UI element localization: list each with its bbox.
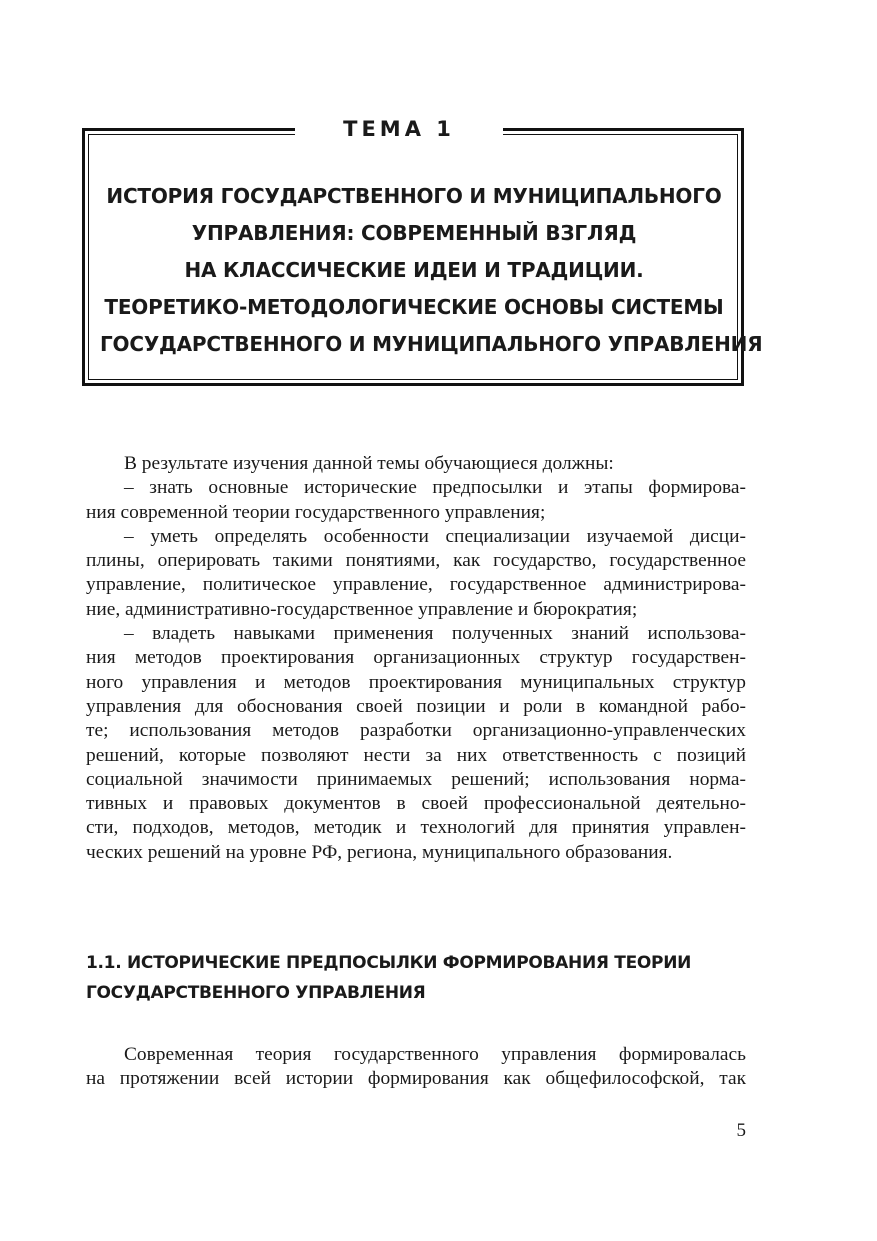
text-line: решений, которые позволяют нести за них ответственность с позиций xyxy=(86,744,746,766)
text-line: ние, административно-государственное управление и бюрократия; xyxy=(86,598,638,620)
text-line: ния методов проектирования организационных структур государствен- xyxy=(86,647,746,669)
theme-label: ТЕМА 1 xyxy=(295,112,503,146)
text-line: управление, политическое управление, государственное администрирова- xyxy=(86,574,746,596)
theme-title-line: НА КЛАССИЧЕСКИЕ ИДЕИ И ТРАДИЦИИ. xyxy=(184,258,644,282)
theme-title-line: ГОСУДАРСТВЕННОГО И МУНИЦИПАЛЬНОГО УПРАВЛЕНИЯ xyxy=(100,332,763,356)
text-line: плины, оперировать такими понятиями, как государство, государственное xyxy=(86,550,746,572)
text-line: ния современной теории государственного управления; xyxy=(86,501,546,523)
section-heading-line: 1.1. ИСТОРИЧЕСКИЕ ПРЕДПОСЫЛКИ ФОРМИРОВАНИЯ ТЕОРИИ xyxy=(86,953,692,973)
theme-title xyxy=(100,178,763,363)
text-line: управления для обоснования своей позиции и роли в командной рабо- xyxy=(86,695,746,717)
text-line: тивных и правовых документов в своей профессиональной деятельно- xyxy=(86,793,746,815)
text-line: – знать основные исторические предпосылки и этапы формирова- xyxy=(124,477,746,499)
text-line: сти, подходов, методов, методик и технологий для принятия управлен- xyxy=(86,817,746,839)
text-line: Современная теория государственного управления формировалась xyxy=(124,1044,746,1065)
text-line: – владеть навыками применения полученных знаний использова- xyxy=(124,623,746,645)
theme-title-line: ИСТОРИЯ ГОСУДАРСТВЕННОГО И МУНИЦИПАЛЬНОГО xyxy=(106,184,722,208)
theme-title-line: УПРАВЛЕНИЯ: СОВРЕМЕННЫЙ ВЗГЛЯД xyxy=(191,221,637,245)
text-line: социальной значимости принимаемых решений; использования норма- xyxy=(86,768,746,790)
text-line: те; использования методов разработки организационно-управленческих xyxy=(86,720,746,742)
section-body xyxy=(86,1043,746,1092)
theme-title-line: ТЕОРЕТИКО-МЕТОДОЛОГИЧЕСКИЕ ОСНОВЫ СИСТЕМЫ xyxy=(104,295,724,319)
text-line: ческих решений на уровне РФ, региона, муниципального образования. xyxy=(86,841,673,863)
text-line: ного управления и методов проектирования муниципальных структур xyxy=(86,671,746,693)
text-line: – уметь определять особенности специализации изучаемой дисци- xyxy=(124,525,746,547)
page-number: 5 xyxy=(736,1120,746,1141)
section-heading-line: ГОСУДАРСТВЕННОГО УПРАВЛЕНИЯ xyxy=(86,983,426,1003)
text-line: В результате изучения данной темы обучающиеся должны: xyxy=(124,453,614,474)
learning-outcomes xyxy=(86,452,746,865)
text-line: на протяжении всей истории формирования как общефилософской, так xyxy=(86,1068,746,1090)
section-heading xyxy=(86,948,746,1008)
